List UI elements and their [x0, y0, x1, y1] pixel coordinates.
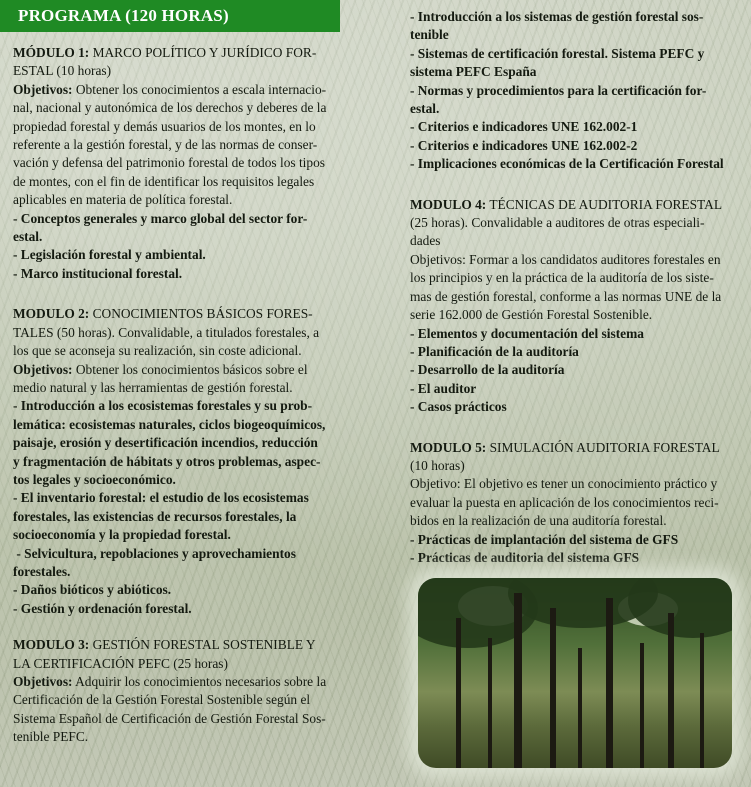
module-2-objectives-label: Objetivos: — [13, 361, 73, 377]
module-2-heading-line: CONOCIMIENTOS BÁSICOS FORES- — [92, 306, 313, 322]
tree-trunk — [700, 633, 704, 768]
module-4-objective-line: los principios y en la práctica de la auditoría de los siste- — [410, 270, 714, 286]
module-1-item: - Legislación forestal y ambiental. — [13, 247, 206, 263]
module-2-item: socioeconomía y la propiedad forestal. — [13, 527, 231, 543]
module-3-item: - Introducción a los sistemas de gestión forestal sos- — [410, 9, 704, 24]
module-2-heading-line: los que se aconseja su realización, sin coste adicional. — [13, 343, 302, 359]
program-title: PROGRAMA (120 HORAS) — [18, 6, 229, 25]
spacer — [13, 618, 343, 636]
module-4-label: MODULO 4: — [410, 196, 487, 212]
module-3-label: MODULO 3: — [13, 637, 90, 653]
module-3-objective-line: Certificación de la Gestión Forestal Sostenible según el — [13, 692, 311, 708]
module-4-objective-line: serie 162.000 de Gestión Forestal Sostenible. — [410, 307, 653, 323]
tree-trunk — [668, 613, 674, 768]
module-3-heading-line: GESTIÓN FORESTAL SOSTENIBLE Y — [92, 637, 316, 653]
module-4-heading-line: TÉCNICAS DE AUDITORIA FORESTAL — [489, 196, 723, 212]
module-4-objective-line: Objetivos: Formar a los candidatos auditores forestales en — [410, 251, 721, 267]
module-4-heading-line: (25 horas). Convalidable a auditores de otras especiali- — [410, 215, 705, 231]
module-5-objective-line: Objetivo: El objetivo es tener un conocimiento práctico y — [410, 476, 718, 492]
module-1-heading-line: ESTAL (10 horas) — [13, 63, 112, 79]
spacer — [13, 283, 343, 301]
module-3-item: - Implicaciones económicas de la Certificación Forestal — [410, 156, 724, 172]
module-1-objective-line: aplicables en materia de política forestal. — [13, 192, 233, 208]
tree-trunk — [578, 648, 582, 768]
module-2-item: - Selvicultura, repoblaciones y aprovechamientos — [13, 545, 296, 561]
module-2-item: - El inventario forestal: el estudio de los ecosistemas — [13, 490, 309, 506]
module-4-heading-line: dades — [410, 233, 441, 249]
module-2-item: - Introducción a los ecosistemas forestales y su prob- — [13, 398, 313, 414]
module-3 — [13, 636, 343, 746]
module-1-objective-line: nal, nacional y autonómica de los derechos y deberes de la — [13, 100, 327, 116]
module-5-objective-line: bidos en la realización de una auditoría forestal. — [410, 513, 667, 529]
left-column — [13, 44, 343, 747]
module-1-objective-line: vación y defensa del patrimonio forestal de todos los tipos — [13, 155, 326, 171]
module-4 — [410, 196, 742, 417]
module-1-heading-line: MARCO POLÍTICO Y JURÍDICO FOR- — [92, 45, 317, 60]
program-title-banner — [0, 0, 340, 32]
module-2-item: forestales, las existencias de recursos forestales, la — [13, 508, 297, 524]
module-3-item: - Sistemas de certificación forestal. Sistema PEFC y — [410, 45, 705, 61]
module-3-item: estal. — [410, 101, 440, 117]
module-4-item: - Planificación de la auditoría — [410, 343, 579, 359]
module-1-item: - Conceptos generales y marco global del sector for- — [13, 210, 308, 226]
module-5-label: MODULO 5: — [410, 439, 487, 455]
module-2-item: - Daños bióticos y abióticos. — [13, 582, 172, 598]
spacer — [410, 417, 742, 435]
module-2-item: y fragmentación de hábitats y otros problemas, aspec- — [13, 453, 321, 469]
module-2-item: tos legales y socioeconómico. — [13, 471, 176, 487]
module-2-objective-line: medio natural y las herramientas de gestión forestal. — [13, 379, 293, 395]
tree-trunk — [550, 608, 556, 768]
spacer — [410, 174, 742, 192]
module-3-item: sistema PEFC España — [410, 64, 537, 80]
tree-trunk — [606, 598, 613, 768]
module-4-item: - Casos prácticos — [410, 399, 507, 415]
module-5-objective-line: evaluar la puesta en aplicación de los conocimientos reci- — [410, 494, 719, 510]
module-2 — [13, 305, 343, 618]
module-2-item: forestales. — [13, 563, 71, 579]
module-3-objectives-label: Objetivos: — [13, 674, 73, 689]
module-2-label: MODULO 2: — [13, 306, 90, 322]
module-3-item: - Criterios e indicadores UNE 162.002-1 — [410, 119, 638, 135]
module-3-objective-line: Adquirir los conocimientos necesarios sobre la — [75, 674, 327, 689]
module-3-objective-line: Sistema Español de Certificación de Gestión Forestal Sos- — [13, 710, 326, 726]
module-3-item: - Normas y procedimientos para la certificación for- — [410, 82, 707, 98]
module-1-item: estal. — [13, 229, 43, 245]
module-4-objective-line: mas de gestión forestal, conforme a las normas UNE de la — [410, 288, 722, 304]
module-3-item: - Criterios e indicadores UNE 162.002-2 — [410, 137, 638, 153]
module-2-item: lemática: ecosistemas naturales, ciclos biogeoquímicos, — [13, 416, 326, 432]
module-1-objective-line: Obtener los conocimientos a escala internacio- — [75, 81, 327, 97]
module-1-objective-line: referente a la gestión forestal, y de las normas de conser- — [13, 137, 318, 153]
tree-trunk — [640, 643, 644, 768]
module-4-item: - Elementos y documentación del sistema — [410, 325, 644, 341]
module-3-heading-line: LA CERTIFICACIÓN PEFC (25 horas) — [13, 655, 228, 671]
module-5-heading-line: (10 horas) — [410, 457, 465, 473]
module-2-item: - Gestión y ordenación forestal. — [13, 600, 192, 616]
tree-trunk — [488, 638, 492, 768]
module-1-label: MÓDULO 1: — [13, 45, 90, 60]
module-2-heading-line: TALES (50 horas). Convalidable, a titulados forestales, a — [13, 324, 320, 340]
module-3-objective-line: tenible PEFC. — [13, 729, 89, 745]
tree-canopy — [628, 578, 732, 638]
module-1-objective-line: propiedad forestal y demás usuarios de los montes, en lo — [13, 118, 316, 134]
tree-trunk — [514, 593, 522, 768]
module-5-item: - Prácticas de implantación del sistema de GFS — [410, 531, 679, 547]
tree-trunk — [456, 618, 461, 768]
module-3-item: tenible — [410, 27, 449, 43]
module-1-objectives-label: Objetivos: — [13, 81, 73, 97]
module-3-items — [410, 8, 742, 174]
module-2-objective-line: Obtener los conocimientos básicos sobre el — [75, 361, 308, 377]
pine-forest-photo — [418, 578, 732, 768]
module-4-item: - Desarrollo de la auditoría — [410, 362, 565, 378]
module-1-item: - Marco institucional forestal. — [13, 265, 183, 281]
module-5 — [410, 439, 742, 568]
module-5-heading-line: SIMULACIÓN AUDITORIA FORESTAL — [489, 439, 720, 455]
module-2-item: paisaje, erosión y desertificación incendios, reducción — [13, 435, 318, 451]
module-1-objective-line: de montes, con el fin de identificar los requisitos legales — [13, 173, 315, 189]
right-column — [410, 8, 742, 567]
module-4-item: - El auditor — [410, 380, 477, 396]
module-1 — [13, 44, 343, 283]
module-5-item: - Prácticas de auditoria del sistema GFS — [410, 549, 640, 565]
